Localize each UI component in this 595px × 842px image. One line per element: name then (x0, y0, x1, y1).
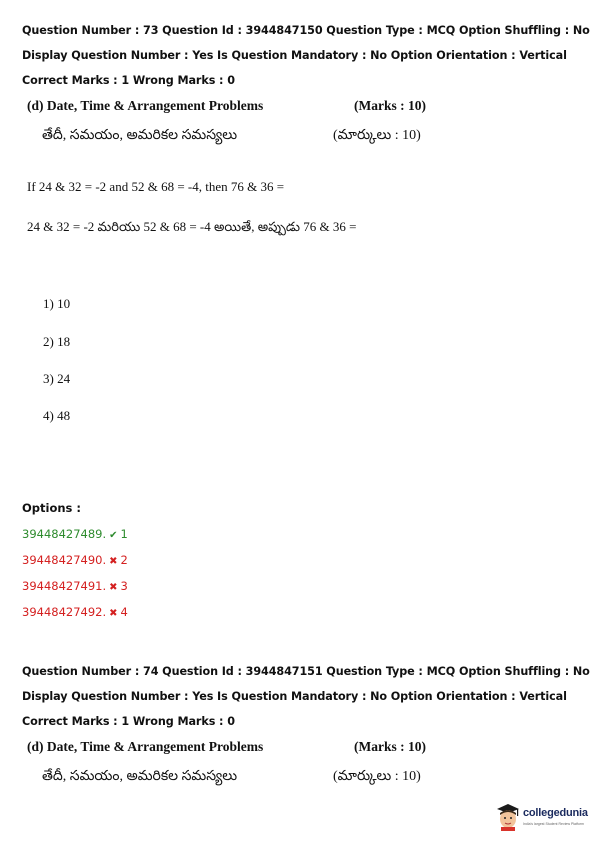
checkmark-icon: ✔ (109, 530, 118, 541)
q73-choice-4: 4) 48 (43, 408, 71, 423)
option-number: 4 (120, 605, 128, 619)
q73-option-row-2 (22, 553, 128, 567)
q73-marks-telugu: (మార్కులు : 10) (333, 128, 421, 143)
option-id: 39448427492. (22, 605, 107, 619)
q73-section-title-telugu: తేదీ, సమయం, అమరికల సమస్యలు (42, 128, 238, 143)
option-id: 39448427490. (22, 553, 107, 567)
option-id: 39448427489. (22, 527, 107, 541)
student-face-icon (495, 801, 521, 831)
option-number: 1 (120, 527, 128, 541)
q74-section-title: (d) Date, Time & Arrangement Problems (27, 739, 264, 754)
collegedunia-logo[interactable] (495, 801, 590, 835)
q73-marks: (Marks : 10) (354, 98, 426, 113)
q74-marks-telugu: (మార్కులు : 10) (333, 769, 421, 784)
cross-icon: ✖ (109, 556, 118, 567)
q73-option-row-3 (22, 579, 128, 593)
q73-choice-1: 1) 10 (43, 296, 71, 311)
q73-meta-line2: Display Question Number : Yes Is Question Mandatory : No Option Orientation : Vertical (22, 49, 567, 62)
cross-icon: ✖ (109, 582, 118, 593)
q73-options-label: Options : (22, 501, 81, 515)
option-number: 2 (120, 553, 128, 567)
q73-option-row-1 (22, 527, 128, 541)
cross-icon: ✖ (109, 608, 118, 619)
q73-choice-3: 3) 24 (43, 371, 71, 386)
logo-tagline: India's largest Student Review Platform (523, 822, 584, 826)
option-id: 39448427491. (22, 579, 107, 593)
q74-marks: (Marks : 10) (354, 739, 426, 754)
q73-meta-line3: Correct Marks : 1 Wrong Marks : 0 (22, 74, 235, 87)
q73-question-telugu: 24 & 32 = -2 మరియు 52 & 68 = -4 అయితే, అప్పుడు 76 & 36 = (27, 219, 357, 234)
q73-question-english: If 24 & 32 = -2 and 52 & 68 = -4, then 76 & 36 = (27, 179, 285, 194)
q73-choice-2: 2) 18 (43, 334, 71, 349)
q74-meta-line3: Correct Marks : 1 Wrong Marks : 0 (22, 715, 235, 728)
q73-meta-line1: Question Number : 73 Question Id : 3944847150 Question Type : MCQ Option Shuffling : No (22, 24, 590, 37)
q73-option-row-4 (22, 605, 128, 619)
q73-section-title: (d) Date, Time & Arrangement Problems (27, 98, 264, 113)
option-number: 3 (120, 579, 128, 593)
q74-section-title-telugu: తేదీ, సమయం, అమరికల సమస్యలు (42, 769, 238, 784)
q74-meta-line1: Question Number : 74 Question Id : 3944847151 Question Type : MCQ Option Shuffling : No (22, 665, 590, 678)
logo-brand-text: collegedunia (523, 807, 588, 819)
q74-meta-line2: Display Question Number : Yes Is Question Mandatory : No Option Orientation : Vertical (22, 690, 567, 703)
